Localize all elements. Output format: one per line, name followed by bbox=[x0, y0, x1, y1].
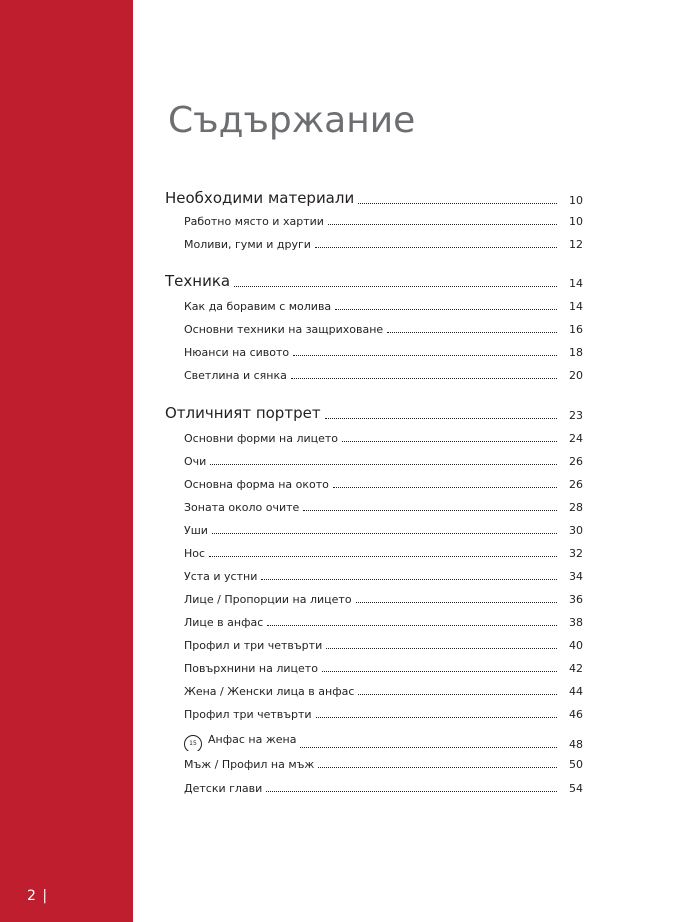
toc-entry[interactable] bbox=[184, 639, 583, 652]
toc-item bbox=[0, 685, 700, 707]
toc-item bbox=[0, 323, 700, 345]
toc-label: Нюанси на сивото bbox=[184, 346, 290, 359]
leader-dots bbox=[356, 602, 557, 603]
toc-section bbox=[0, 404, 700, 426]
leader-dots bbox=[212, 533, 557, 534]
leader-dots bbox=[303, 510, 557, 511]
toc-page: 16 bbox=[569, 323, 583, 336]
toc-page: 10 bbox=[569, 194, 583, 207]
toc-label: Зоната около очите bbox=[184, 501, 300, 514]
leader-dots bbox=[293, 355, 557, 356]
toc-label: Лице в анфас bbox=[184, 616, 264, 629]
toc-label: Работно място и хартии bbox=[184, 215, 324, 228]
toc-item bbox=[0, 369, 700, 391]
toc-item bbox=[0, 524, 700, 546]
toc-entry[interactable] bbox=[184, 369, 583, 382]
toc-entry-major[interactable] bbox=[165, 404, 583, 422]
toc-entry[interactable] bbox=[184, 300, 583, 313]
leader-dots bbox=[261, 579, 557, 580]
leader-dots bbox=[315, 247, 557, 248]
toc-item bbox=[0, 570, 700, 592]
toc-entry[interactable] bbox=[184, 570, 583, 583]
toc-label: Уши bbox=[184, 524, 208, 537]
toc-page: 32 bbox=[569, 547, 583, 560]
toc-page: 48 bbox=[569, 738, 583, 751]
leader-dots bbox=[291, 378, 557, 379]
toc-entry[interactable] bbox=[184, 547, 583, 560]
toc-label: Основни техники на защриховане bbox=[184, 323, 384, 336]
toc-item bbox=[0, 733, 700, 755]
toc-entry[interactable] bbox=[184, 524, 583, 537]
toc-entry[interactable] bbox=[184, 782, 583, 795]
toc-item bbox=[0, 782, 700, 804]
toc-entry-major[interactable] bbox=[165, 189, 583, 207]
leader-dots bbox=[316, 717, 557, 718]
toc-page: 14 bbox=[569, 300, 583, 313]
toc-entry[interactable] bbox=[184, 478, 583, 491]
leader-dots bbox=[322, 671, 557, 672]
toc-item bbox=[0, 432, 700, 454]
toc-item bbox=[0, 593, 700, 615]
leader-dots bbox=[358, 203, 557, 204]
toc-entry[interactable] bbox=[184, 215, 583, 228]
toc-entry[interactable] bbox=[184, 685, 583, 698]
toc-page: 42 bbox=[569, 662, 583, 675]
toc-page: 18 bbox=[569, 346, 583, 359]
toc-item bbox=[0, 346, 700, 368]
leader-dots bbox=[325, 418, 557, 419]
toc-page: 26 bbox=[569, 455, 583, 468]
toc-page: 26 bbox=[569, 478, 583, 491]
toc-page: 36 bbox=[569, 593, 583, 606]
toc-label: Светлина и сянка bbox=[184, 369, 287, 382]
toc-item bbox=[0, 501, 700, 523]
toc-label: Основни форми на лицето bbox=[184, 432, 339, 445]
toc-entry[interactable] bbox=[184, 733, 583, 751]
toc-label: Очи bbox=[184, 455, 207, 468]
toc-label: Профил и три четвърти bbox=[184, 639, 323, 652]
toc-page: 40 bbox=[569, 639, 583, 652]
page-number: 2 | bbox=[27, 888, 49, 904]
toc-entry[interactable] bbox=[184, 593, 583, 606]
toc-label: Нос bbox=[184, 547, 206, 560]
toc-page: 50 bbox=[569, 758, 583, 771]
toc-label: Как да боравим с молива bbox=[184, 300, 332, 313]
toc-label: Профил три четвърти bbox=[184, 708, 312, 721]
toc-page: 10 bbox=[569, 215, 583, 228]
toc-section bbox=[0, 189, 700, 211]
toc-entry[interactable] bbox=[184, 432, 583, 445]
toc-page: 12 bbox=[569, 238, 583, 251]
toc-item bbox=[0, 662, 700, 684]
toc-entry[interactable] bbox=[184, 662, 583, 675]
toc-item bbox=[0, 300, 700, 322]
toc-label: Техника bbox=[165, 272, 231, 290]
toc-section bbox=[0, 272, 700, 294]
toc-label: Повърхнини на лицето bbox=[184, 662, 318, 675]
leader-dots bbox=[266, 791, 557, 792]
toc-label: Мъж / Профил на мъж bbox=[184, 758, 315, 771]
toc-page: 38 bbox=[569, 616, 583, 629]
toc-entry[interactable] bbox=[184, 346, 583, 359]
leader-dots bbox=[328, 224, 557, 225]
timer-15-icon: 15 bbox=[184, 735, 202, 751]
toc-page: 54 bbox=[569, 782, 583, 795]
toc-entry[interactable] bbox=[184, 758, 583, 771]
toc-item bbox=[0, 758, 700, 780]
leader-dots bbox=[234, 286, 557, 287]
leader-dots bbox=[335, 309, 557, 310]
toc-entry-major[interactable] bbox=[165, 272, 583, 290]
leader-dots bbox=[209, 556, 557, 557]
toc-entry[interactable] bbox=[184, 455, 583, 468]
toc-label: Лице / Пропорции на лицето bbox=[184, 593, 352, 606]
toc-page: 23 bbox=[569, 409, 583, 422]
toc-page: 28 bbox=[569, 501, 583, 514]
toc-item bbox=[0, 616, 700, 638]
toc-entry[interactable] bbox=[184, 238, 583, 251]
leader-dots bbox=[342, 441, 557, 442]
toc-page: 34 bbox=[569, 570, 583, 583]
leader-dots bbox=[358, 694, 557, 695]
toc-item bbox=[0, 547, 700, 569]
toc-page: 14 bbox=[569, 277, 583, 290]
toc-label: Анфас на жена bbox=[208, 733, 297, 746]
toc-label: Основна форма на окото bbox=[184, 478, 329, 491]
toc-page: 20 bbox=[569, 369, 583, 382]
toc-page: 30 bbox=[569, 524, 583, 537]
toc-item bbox=[0, 478, 700, 500]
toc-label: Детски глави bbox=[184, 782, 263, 795]
toc-label: Необходими материали bbox=[165, 189, 355, 207]
toc-entry[interactable] bbox=[184, 708, 583, 721]
leader-dots bbox=[318, 767, 557, 768]
toc-page: 46 bbox=[569, 708, 583, 721]
toc-page: 44 bbox=[569, 685, 583, 698]
page-title: Съдържание bbox=[168, 100, 416, 141]
leader-dots bbox=[326, 648, 557, 649]
toc-entry[interactable] bbox=[184, 616, 583, 629]
toc-item bbox=[0, 708, 700, 730]
toc-item bbox=[0, 639, 700, 661]
toc-label: Моливи, гуми и други bbox=[184, 238, 311, 251]
toc-item bbox=[0, 215, 700, 237]
toc-label: Жена / Женски лица в анфас bbox=[184, 685, 355, 698]
leader-dots bbox=[333, 487, 557, 488]
toc-item bbox=[0, 455, 700, 477]
toc-page: 24 bbox=[569, 432, 583, 445]
leader-dots bbox=[210, 464, 557, 465]
toc-entry[interactable] bbox=[184, 501, 583, 514]
leader-dots bbox=[267, 625, 557, 626]
leader-dots bbox=[387, 332, 557, 333]
toc-label: Отличният портрет bbox=[165, 404, 321, 422]
toc-item bbox=[0, 238, 700, 260]
toc-label: Уста и устни bbox=[184, 570, 258, 583]
toc-entry[interactable] bbox=[184, 323, 583, 336]
leader-dots bbox=[300, 747, 557, 748]
